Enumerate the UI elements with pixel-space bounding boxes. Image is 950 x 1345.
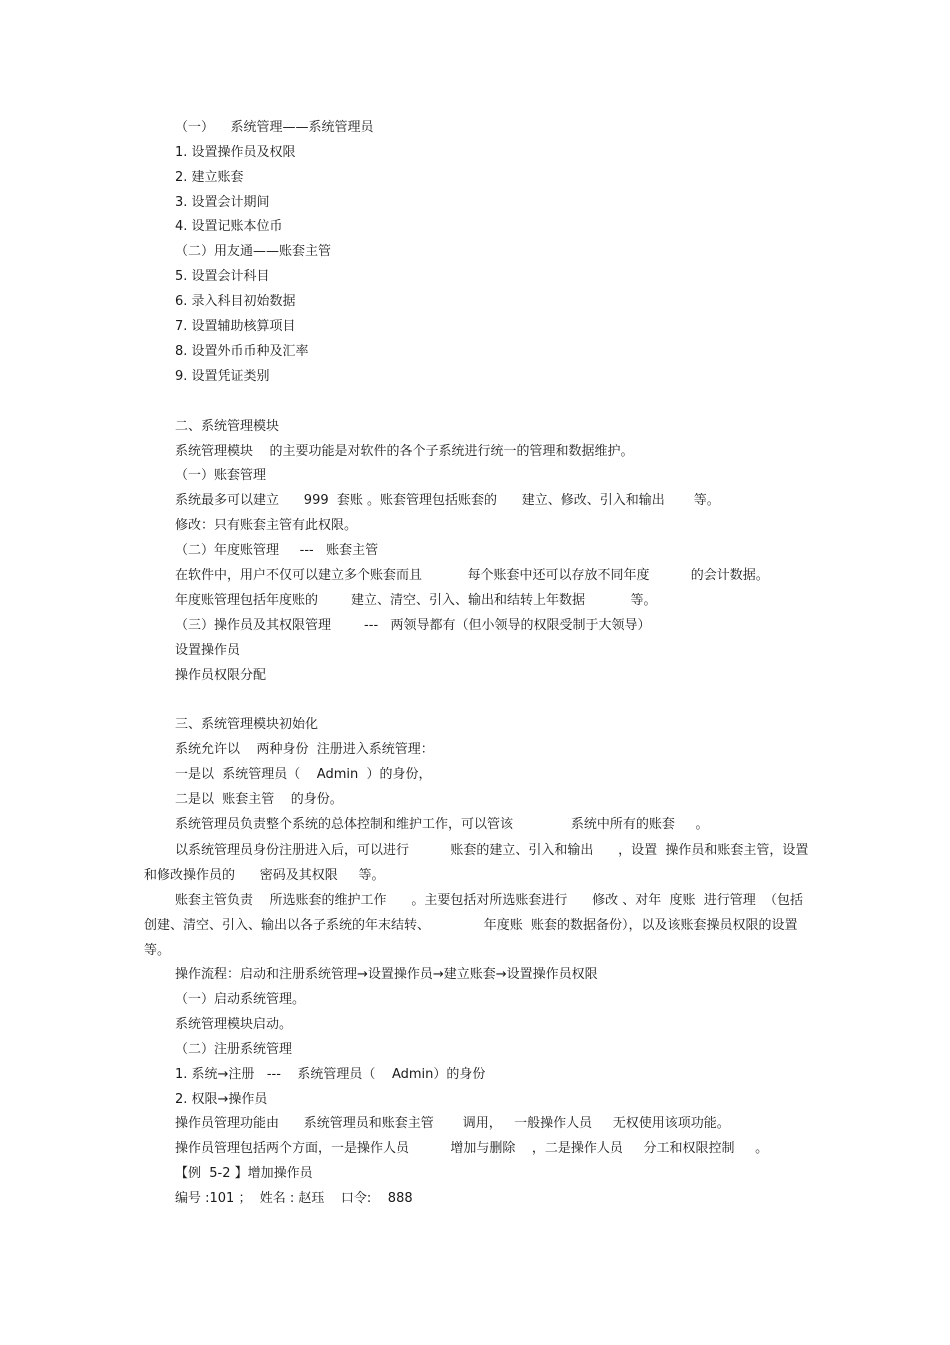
body-text: 操作员权限分配 (175, 668, 267, 683)
subsection-heading: （二）年度账管理 --- 账套主管 (175, 543, 379, 558)
body-text: 操作员管理功能由 系统管理员和账套主管 调用， 一般操作人员 无权使用该项功能。 (175, 1116, 730, 1131)
list-item: 3. 设置会计期间 (175, 195, 270, 210)
list-item: 2. 建立账套 (175, 170, 244, 185)
list-item: 5. 设置会计科目 (175, 269, 270, 284)
subsection-heading: （一）启动系统管理。 (175, 992, 306, 1007)
section-heading-2: 二、系统管理模块 (175, 419, 280, 434)
body-text: 二是以 账套主管 的身份。 (175, 792, 343, 807)
body-text: 操作流程：启动和注册系统管理→设置操作员→建立账套→设置操作员权限 (175, 967, 598, 982)
body-text: 修改：只有账套主管有此权限。 (175, 518, 358, 533)
subsection-heading: （一）账套管理 (175, 468, 267, 483)
example-heading: 【例 5-2 】增加操作员 (175, 1166, 313, 1181)
list-item: 9. 设置凭证类别 (175, 369, 270, 384)
list-item: 1. 系统→注册 --- 系统管理员（ Admin）的身份 (175, 1067, 486, 1082)
list-item: 4. 设置记账本位币 (175, 219, 283, 234)
subsection-heading: （二）注册系统管理 (175, 1042, 293, 1057)
body-text: 系统管理模块启动。 (175, 1017, 293, 1032)
list-item: 8. 设置外币币种及汇率 (175, 344, 309, 359)
section-heading-3: 三、系统管理模块初始化 (175, 717, 319, 732)
body-text: 年度账管理包括年度账的 建立、清空、引入、输出和结转上年数据 等。 (175, 593, 657, 608)
body-text: 系统管理员负责整个系统的总体控制和维护工作，可以管该 系统中所有的账套 。 (175, 817, 709, 832)
list-item: 7. 设置辅助核算项目 (175, 319, 296, 334)
body-text: 系统管理模块 的主要功能是对软件的各个子系统进行统一的管理和数据维护。 (175, 444, 634, 459)
section-heading-1-2: （二）用友通——账套主管 (175, 244, 332, 259)
paragraph: 账套主管负责 所选账套的维护工作 。主要包括对所选账套进行 修改 、对年 度账 进行管理 （包括创建、清空、引入、输出以各子系统的年末结转、 年度账 账套的数据备份），以及该账套操员权限的设置等。 (144, 893, 804, 958)
body-text: 编号 :101 ； 姓名 : 赵珏 口令: 888 (175, 1191, 413, 1206)
body-text: 系统最多可以建立 999 套账 。账套管理包括账套的 建立、修改、引入和输出 等。 (175, 493, 720, 508)
list-item: 1. 设置操作员及权限 (175, 145, 296, 160)
body-text: 系统允许以 两种身份 注册进入系统管理： (175, 742, 434, 757)
list-item: 6. 录入科目初始数据 (175, 294, 296, 309)
section-heading-1-1: （一） 系统管理——系统管理员 (175, 120, 374, 135)
body-text: 设置操作员 (175, 643, 241, 658)
body-text: 一是以 系统管理员（ Admin ）的身份， (175, 767, 432, 782)
body-text: 操作员管理包括两个方面，一是操作人员 增加与删除 ，二是操作人员 分工和权限控制 。 (175, 1141, 769, 1156)
paragraph: 以系统管理员身份注册进入后，可以进行 账套的建立、引入和输出 ，设置 操作员和账套主管，设置和修改操作员的 密码及其权限 等。 (144, 843, 809, 883)
list-item: 2. 权限→操作员 (175, 1092, 268, 1107)
subsection-heading: （三）操作员及其权限管理 --- 两领导都有（但小领导的权限受制于大领导） (175, 618, 651, 633)
body-text: 在软件中，用户不仅可以建立多个账套而且 每个账套中还可以存放不同年度 的会计数据。 (175, 568, 769, 583)
